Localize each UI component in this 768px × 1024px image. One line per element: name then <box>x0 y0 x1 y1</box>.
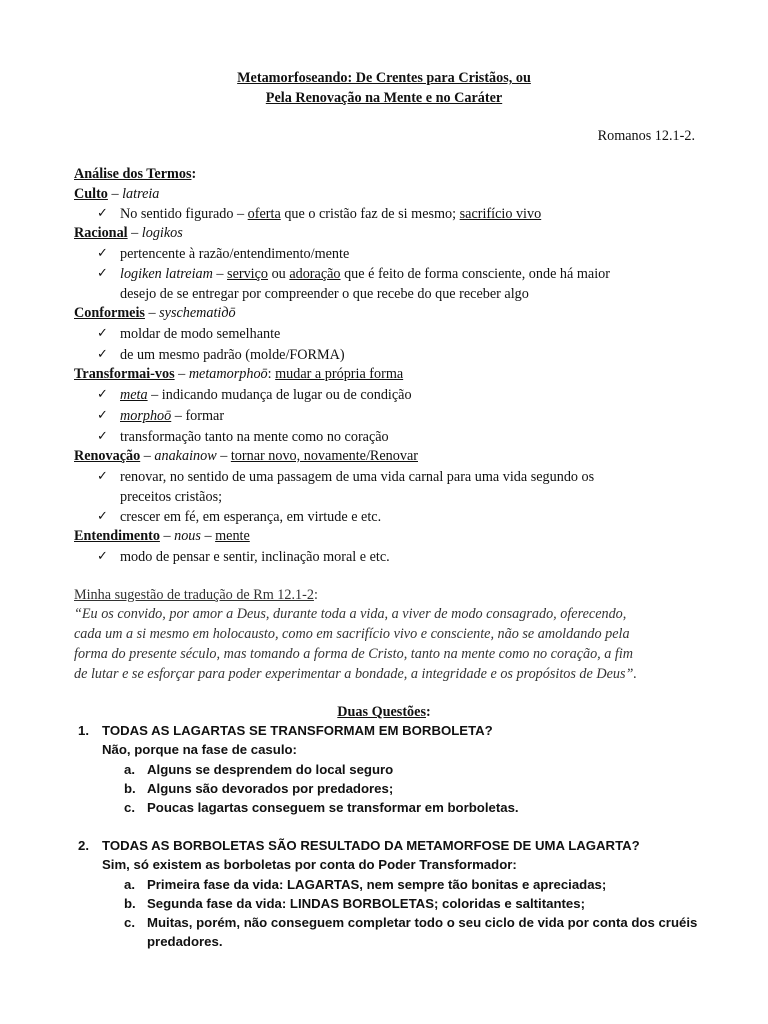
check-mark-icon: ✓ <box>97 387 108 402</box>
title-line-1: Metamorfoseando: De Crentes para Cristãos, ou <box>237 70 531 86</box>
item-underlined: oferta <box>247 206 281 222</box>
check-mark-icon: ✓ <box>97 326 108 341</box>
question-2-point-c-cont: predadores. <box>147 934 223 949</box>
item-underlined: adoração <box>289 266 341 282</box>
term-transformai-item-3: transformação tanto na mente como no coração <box>120 429 389 445</box>
term-sep: – <box>144 305 160 321</box>
term-culto-item-1 <box>120 205 541 223</box>
item-italic: meta <box>120 387 148 403</box>
question-2-point-a-letter: a. <box>124 877 135 892</box>
term-transformai-item-1 <box>120 386 412 404</box>
term-renovacao-item-1: renovar, no sentido de uma passagem de uma vida carnal para uma vida segundo os <box>120 469 595 485</box>
question-1-point-c: Poucas lagartas conseguem se transformar em borboletas. <box>147 800 519 815</box>
check-mark-icon: ✓ <box>97 206 108 221</box>
item-italic: logiken latreiam <box>120 266 213 282</box>
question-1-point-b: Alguns são devorados por predadores; <box>147 781 394 796</box>
term-name: Transformai-vos <box>74 366 175 382</box>
analysis-heading <box>74 165 196 183</box>
check-mark-icon: ✓ <box>97 509 108 524</box>
scripture-reference: Romanos 12.1-2. <box>597 128 695 144</box>
item-underlined: sacrifício vivo <box>459 206 542 222</box>
term-sep: – <box>127 225 142 241</box>
item-italic: morphoō <box>120 408 172 424</box>
translation-label <box>74 586 318 604</box>
analysis-heading-text: Análise dos Termos <box>74 166 192 182</box>
term-name: Renovação <box>74 448 141 464</box>
item-text: – <box>212 266 228 282</box>
translation-line-2: cada um a si mesmo em holocausto, como em sacrifício vivo e consciente, não se amoldando pela <box>74 626 630 642</box>
term-sep: – <box>174 366 189 382</box>
term-conformeis-item-2: de um mesmo padrão (molde/FORMA) <box>120 347 345 363</box>
term-renovacao <box>74 447 418 465</box>
question-2-text: TODAS AS BORBOLETAS SÃO RESULTADO DA METAMORFOSE DE UMA LAGARTA? <box>102 838 640 853</box>
check-mark-icon: ✓ <box>97 429 108 444</box>
term-transformai-item-2 <box>120 407 224 425</box>
term-entendimento-item-1: modo de pensar e sentir, inclinação moral e etc. <box>120 549 390 565</box>
term-racional-item-2-cont: desejo de se entregar por compreender o que recebe do que receber algo <box>120 286 529 302</box>
term-sep2: – <box>216 448 231 464</box>
item-text: – formar <box>171 408 225 424</box>
question-1-point-a: Alguns se desprendem do local seguro <box>147 762 394 777</box>
question-1-point-a-letter: a. <box>124 762 135 777</box>
translation-label-text: Minha sugestão de tradução de Rm 12.1-2 <box>74 587 314 603</box>
term-original: nous <box>174 528 201 544</box>
question-1-number: 1. <box>78 723 89 738</box>
check-mark-icon: ✓ <box>97 469 108 484</box>
term-meaning: mudar a própria forma <box>275 366 404 382</box>
term-sep: – <box>140 448 155 464</box>
term-name: Entendimento <box>74 528 160 544</box>
question-1-point-c-letter: c. <box>124 800 135 815</box>
questions-heading-colon: : <box>425 704 431 720</box>
term-culto <box>74 185 159 203</box>
item-text: que o cristão faz de si mesmo; <box>280 206 460 222</box>
term-sep: – <box>159 528 175 544</box>
term-racional-item-1: pertencente à razão/entendimento/mente <box>120 246 350 262</box>
term-conformeis-item-1: moldar de modo semelhante <box>120 326 281 342</box>
check-mark-icon: ✓ <box>97 246 108 261</box>
title-line-2: Pela Renovação na Mente e no Caráter <box>265 90 503 106</box>
question-2-point-b: Segunda fase da vida: LINDAS BORBOLETAS; coloridas e saltitantes; <box>147 896 585 911</box>
term-transformai <box>74 365 403 383</box>
translation-line-4: de lutar e se esforçar para poder experimentar a bondade, a integridade e os propósitos de Deus”. <box>74 666 637 682</box>
term-racional <box>74 224 183 242</box>
check-mark-icon: ✓ <box>97 408 108 423</box>
term-name: Racional <box>74 225 128 241</box>
term-original: latreia <box>122 186 160 202</box>
term-renovacao-item-2: crescer em fé, em esperança, em virtude e etc. <box>120 509 382 525</box>
translation-line-1: “Eu os convido, por amor a Deus, durante toda a vida, a viver de modo consagrado, oferecendo, <box>74 606 627 622</box>
question-2-point-c: Muitas, porém, não conseguem completar todo o seu ciclo de vida por conta dos cruéis <box>147 915 698 930</box>
question-2-answer: Sim, só existem as borboletas por conta do Poder Transformador: <box>102 857 517 872</box>
question-1-point-b-letter: b. <box>124 781 136 796</box>
term-sep: – <box>107 186 123 202</box>
question-2-number: 2. <box>78 838 89 853</box>
term-renovacao-item-1-cont: preceitos cristãos; <box>120 489 223 505</box>
term-colon: : <box>267 366 276 382</box>
questions-heading-text: Duas Questões <box>337 704 426 720</box>
term-original: syschematiдō <box>159 305 236 321</box>
questions-heading <box>0 703 768 721</box>
term-meaning: mente <box>215 528 250 544</box>
item-text: ou <box>268 266 290 282</box>
translation-label-colon: : <box>313 587 318 603</box>
question-2-point-c-letter: c. <box>124 915 135 930</box>
term-original: metamorphoō <box>188 366 268 382</box>
item-text: – indicando mudança de lugar ou de condição <box>147 387 412 403</box>
check-mark-icon: ✓ <box>97 549 108 564</box>
term-original: anakainow <box>154 448 217 464</box>
question-2-point-b-letter: b. <box>124 896 136 911</box>
item-text: No sentido figurado – <box>120 206 248 222</box>
term-entendimento <box>74 527 250 545</box>
term-name: Culto <box>74 186 108 202</box>
translation-line-3: forma do presente século, mas tomando a forma de Cristo, tanto na mente como no coração, a fim <box>74 646 634 662</box>
question-2-point-a: Primeira fase da vida: LAGARTAS, nem sempre tão bonitas e apreciadas; <box>147 877 607 892</box>
analysis-heading-colon: : <box>191 166 197 182</box>
term-meaning: tornar novo, novamente/Renovar <box>230 448 418 464</box>
question-1-text: TODAS AS LAGARTAS SE TRANSFORMAM EM BORBOLETA? <box>102 723 493 738</box>
term-conformeis <box>74 304 236 322</box>
question-1-answer: Não, porque na fase de casulo: <box>102 742 297 757</box>
term-sep2: – <box>200 528 216 544</box>
item-text: que é feito de forma consciente, onde há maior <box>340 266 610 282</box>
term-racional-item-2 <box>120 265 610 283</box>
term-original: logikos <box>141 225 183 241</box>
check-mark-icon: ✓ <box>97 347 108 362</box>
check-mark-icon: ✓ <box>97 266 108 281</box>
term-name: Conformeis <box>74 305 145 321</box>
item-underlined: serviço <box>227 266 269 282</box>
